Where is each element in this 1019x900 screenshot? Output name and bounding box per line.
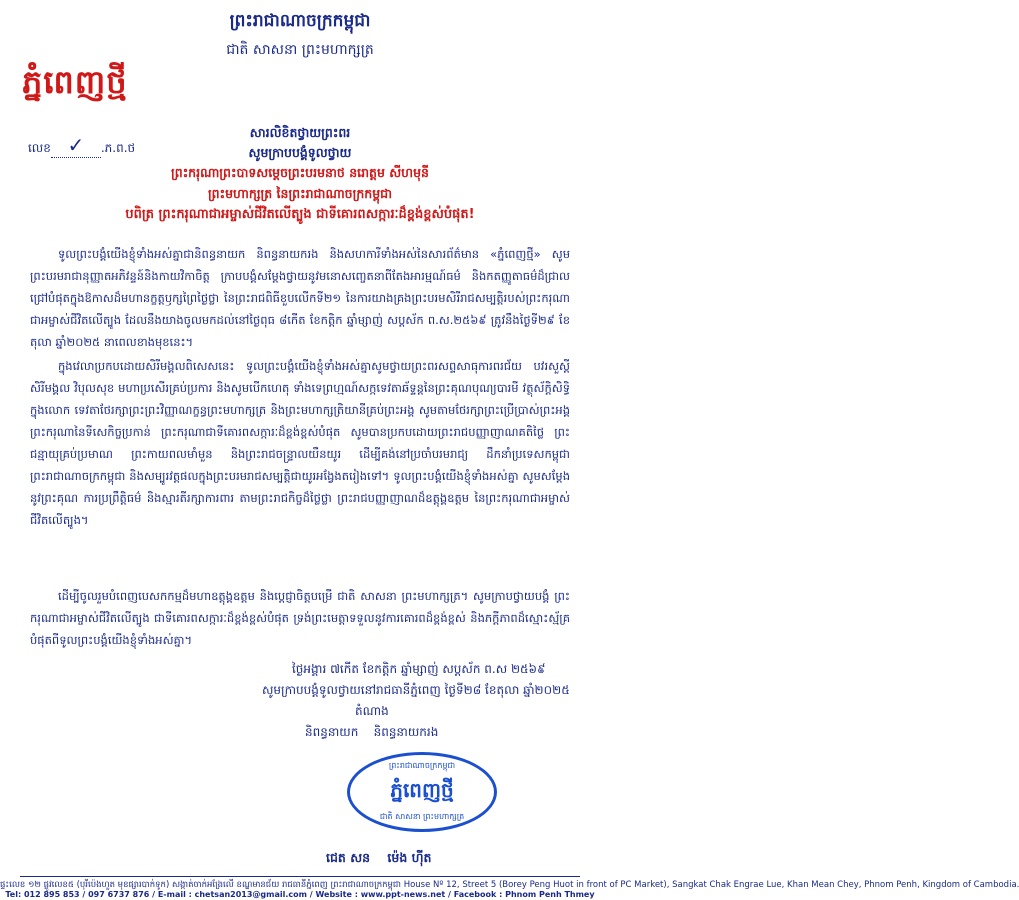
header-motto: ជាតិ សាសនា ព្រះមហាក្សត្រ — [226, 42, 374, 58]
king-title: ព្រះករុណាព្រះបាទសម្តេចព្រះបរមនាថ នរោត្តម សីហមុនី — [171, 165, 429, 180]
reference-label: លេខ — [28, 141, 51, 155]
place-date: សូមក្រាបបង្គំទូលថ្វាយនៅរាជធានីភ្នំពេញ ថ្ងៃទី២៨ ខែតុលា ឆ្នាំ២០២៥ — [262, 683, 570, 697]
check-mark-icon: ✓ — [67, 133, 85, 157]
signatory-names: ជេត សន ម៉េង ហ៊ីត — [326, 850, 432, 865]
lunar-date: ថ្ងៃអង្គារ ៧កើត ខែកត្តិក ឆ្នាំម្សាញ់ សប្តស័ក ព.ស ២៥៦៩ — [292, 662, 546, 676]
official-stamp — [347, 752, 497, 832]
footer-divider — [20, 876, 580, 877]
stamp-bottom-text: ជាតិ សាសនា ព្រះមហាក្សត្រ — [379, 812, 465, 821]
reference-suffix: .ភ.ព.ថ — [100, 141, 136, 155]
stamp-name: ភ្នំពេញថ្មី — [390, 778, 454, 802]
salutation: បពិត្រ ព្រះករុណាជាអម្ចាស់ជីវិតលើត្បូង ជាទីគោរពសក្ការៈដ៏ខ្ពង់ខ្ពស់បំផុត! — [125, 207, 475, 222]
header-kingdom: ព្រះរាជាណាចក្រកម្ពុជា — [229, 11, 371, 31]
body-paragraph-1: ទូលព្រះបង្គំយើងខ្ញុំទាំងអស់គ្នាជានិពន្ធនាយក និពន្ធនាយករង និងសហការីទាំងអស់នៃសារព័ត៌មាន «ភ្នំពេញថ្មី» សូមព្រះបរមរាជានុញ្ញាតអភិវន្ទន៍និងកាយវិកាចិត្ត ក្រាបបង្គំសម្តែងថ្វាយនូវមនោសញ្ចេតនាពីតែងអារម្មណ៍ធម៌ និងកតញ្ញូតាធម៌ដ៏ជ្រាលជ្រៅបំផុតក្នុងឱកាសដ៏មហានក្ខត្តឫក្សព្រៃថ្ងៃថ្លា នៃព្រះរាជពិធីខួបលើកទី២១ នៃការយាងគ្រងព្រះបរមសិរីរាជសម្បត្តិរបស់ព្រះករុណាជាអម្ចាស់ជីវិតលើត្បូង ដែលនឹងយាងចូលមកដល់នៅថ្ងៃពុធ ៨កើត ខែកត្តិក ឆ្នាំម្សាញ់ សប្តស័ក ព.ស.២៥៦៩ ត្រូវនឹងថ្ងៃទី២៩ ខែតុលា ឆ្នាំ២០២៥ នាពេលខាងមុខនេះ។ — [30, 247, 570, 349]
stamp-top-text: ព្រះរាជាណាចក្រកម្ពុជា — [388, 761, 456, 770]
on-behalf-label: តំណាង — [355, 704, 389, 718]
footer-contacts: Tel: 012 895 853 / 097 6737 876 / E-mail : chetsan2013@gmail.com / Website : www.ppt-news.net / Facebook : Phnom Penh Thmey — [5, 890, 595, 899]
signatory-roles: និពន្ធនាយក និពន្ធនាយករង — [305, 725, 439, 739]
letter-subtitle: សូមក្រាបបង្គំទូលថ្វាយ — [248, 145, 352, 160]
king-role: ព្រះមហាក្សត្រ នៃព្រះរាជាណាចក្រកម្ពុជា — [207, 186, 393, 201]
body-paragraph-3: ដើម្បីចូលរួមបំពេញបេសកកម្មដ៏មហាឧត្តុង្គឧត្តម និងប្តេជ្ញាចិត្តបម្រើ ជាតិ សាសនា ព្រះមហាក្សត្រ។ សូមក្រាបថ្វាយបង្គំ ព្រះករុណាជាអម្ចាស់ជីវិតលើត្បូង ជាទីគោរពសក្ការៈដ៏ខ្ពង់ខ្ពស់បំផុត ទ្រង់ព្រះមេត្តាទទួលនូវការគោរពដ៏ខ្ពង់ខ្ពស់ និងភក្តីភាពដ៏ស្មោះស្ម័គ្រ បំផុតពីទូលព្រះបង្គំយើងខ្ញុំទាំងអស់គ្នា។ — [30, 589, 570, 647]
body-paragraph-2: ក្នុងវេលាប្រកបដោយសិរីមង្គលពិសេសនេះ ទូលព្រះបង្គំយើងខ្ញុំទាំងអស់គ្នាសូមថ្វាយព្រះពរសព្ទសាធុការពរជ័យ បវរសួស្តី សិរីមង្គល វិបុលសុខ មហាប្រសើរគ្រប់ប្រការ និងសូមបើកហេតុ ទាំងទេព្រហ្មណ៍សក្កទេវតាឆ័ទ្ទន្តនៃព្រះគុណបុណ្យបារមី វត្ថុស័ក្តិសិទ្ធិក្នុងលោក ទេវតាថែរក្សាព្រះព្រះវិញ្ញាណក្ខន្ធព្រះមហាក្សត្រ និងព្រះមហាក្សត្រិយានីគ្រប់ព្រះអង្គ សូមតាមថែរក្សាព្រះប្រើប្រាស់ព្រះអង្គ ព្រះករុណានៃទីសេកិច្ចប្រកាន់ ព្រះករុណាជាទីគោរពសក្ការៈដ៏ខ្ពង់ខ្ពស់បំផុត សូមបានប្រកបដោយព្រះរាជបញ្ញាញាណគតិថ្លៃ ព្រះជន្មាយុគ្រប់ប្រមាណ ព្រះកាយពលមាំមួន និងព្រះរាជចន្ទ្រាលយឺនយូរ ដើម្បីគង់នៅប្រចាំបរមរាជ្យ ដឹកនាំប្រទេសកម្ពុជា ព្រះរាជាណាចក្រកម្ពុជា និងសម្បូរវត្តផលក្នុងព្រះបរមរាជសម្បត្តិជាយូរអង្វែងតរៀងទៅ។ ទូលព្រះបង្គំយើងខ្ញុំទាំងអស់គ្នា សូមសម្តែងនូវព្រះគុណ ការប្រព្រឹត្តិធម៌ និងស្មារតីរក្សាការពារ តាមព្រះរាជកិច្ចដ៏ថ្លៃថ្លា ព្រះរាជបញ្ញាញាណដ៏ឧត្តុង្គឧត្តម នៃព្រះករុណាជាអម្ចាស់ជីវិតលើត្បូង។ — [30, 359, 570, 527]
newspaper-logo: ភ្នំពេញថ្មី — [22, 63, 128, 101]
footer-address: ផ្ទះលេខ ១២ ផ្លូវលេខ៥ (បុរីប៉េងហួត មុខផ្សារបាក់ទូក) សង្កាត់ចាក់អង្រែលើ ខណ្ឌមានជ័យ រាជធានីភ្នំពេញ ព្រះរាជាណាចក្រកម្ពុជា House Nº 12, Street 5 (Borey Peng Huot in front of PC Market), Sangkat Chak Engrae Lue, Khan Mean Chey, Phnom Penh, Kingdom of Cambodia. — [0, 880, 1019, 890]
letter-title: សារលិខិតថ្វាយព្រះពរ — [249, 125, 351, 140]
